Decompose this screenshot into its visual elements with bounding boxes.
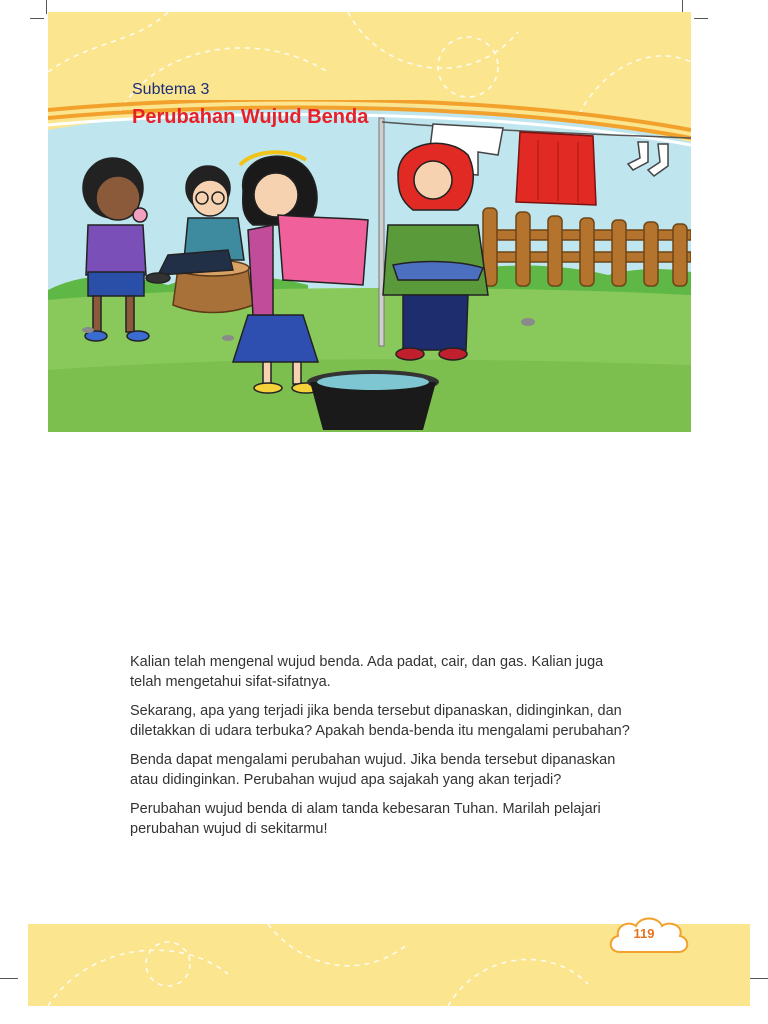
crop-mark [0, 978, 18, 979]
crop-mark [30, 18, 44, 19]
chapter-title: Perubahan Wujud Benda [132, 106, 369, 128]
children-laundry-scene-illustration [48, 100, 691, 432]
crop-mark [46, 0, 47, 14]
subtheme-label: Subtema 3 [132, 81, 210, 98]
crop-mark [750, 978, 768, 979]
crop-mark [694, 18, 708, 19]
paragraph: Sekarang, apa yang terjadi jika benda tersebut dipanaskan, didinginkan, dan diletakkan di udara terbuka? Apakah benda-benda itu mengalami perubahan? [130, 703, 630, 739]
body-text [130, 652, 630, 848]
paragraph: Kalian telah mengenal wujud benda. Ada padat, cair, dan gas. Kalian juga telah mengetahui sifat-sifatnya. [130, 654, 604, 690]
paragraph: Perubahan wujud benda di alam tanda kebesaran Tuhan. Marilah pelajari perubahan wujud di sekitarmu! [130, 801, 601, 837]
page-number: 119 [633, 926, 655, 941]
paragraph: Benda dapat mengalami perubahan wujud. Jika benda tersebut dipanaskan atau didinginkan. Perubahan wujud apa sajakah yang akan terjadi? [130, 752, 616, 788]
